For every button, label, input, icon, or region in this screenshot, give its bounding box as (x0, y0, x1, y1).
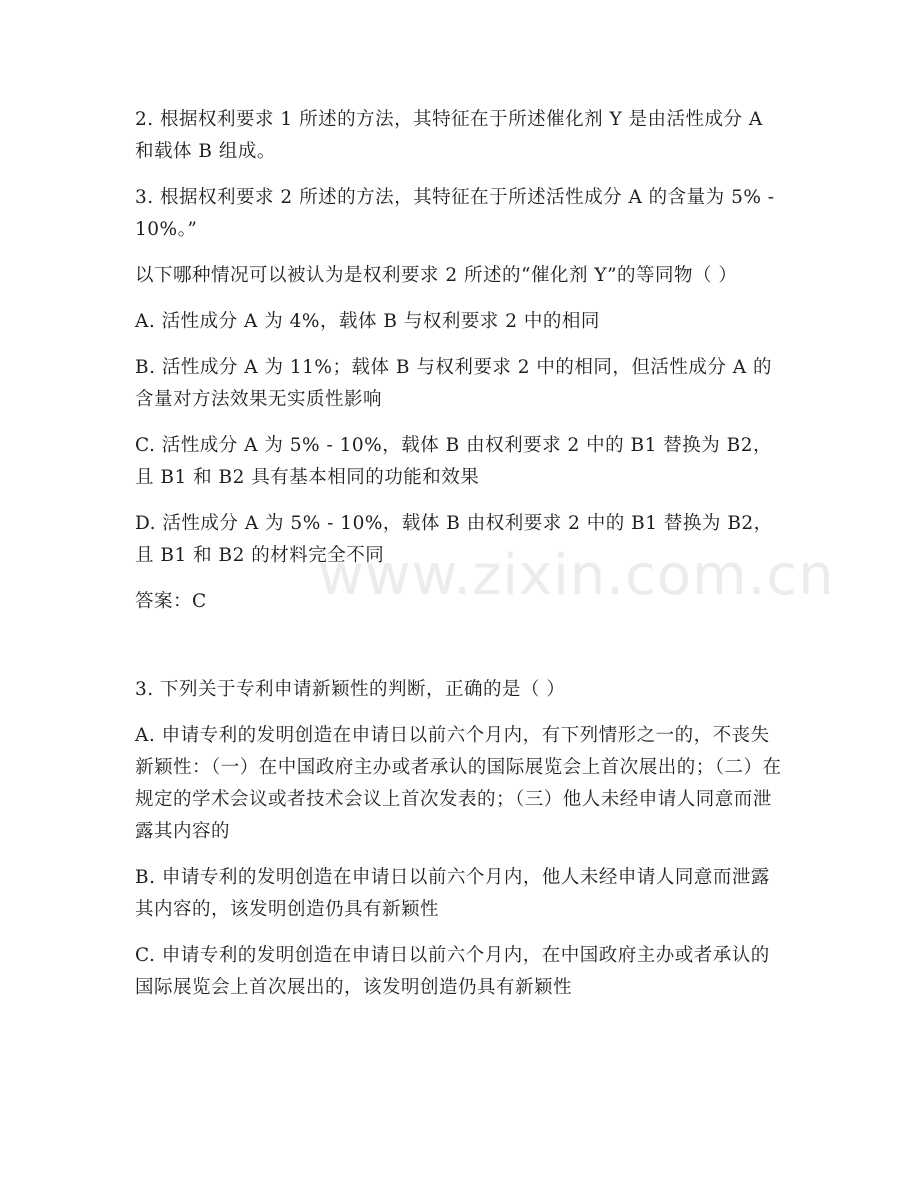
question-3-option-c: C. 申请专利的发明创造在申请日以前六个月内，在中国政府主办或者承认的国际展览会上首次展出的，该发明创造仍具有新颖性 (135, 945, 770, 998)
question-3-option-a: A. 申请专利的发明创造在申请日以前六个月内，有下列情形之一的，不丧失新颖性：（一）在中国政府主办或者承认的国际展览会上首次展出的；（二）在规定的学术会议或者技术会议上首次发表的；（三）他人未经申请人同意而泄露其内容的 (135, 725, 782, 842)
watermark: www.zixin.com.cn (318, 543, 835, 608)
question-3-option-b: B. 申请专利的发明创造在申请日以前六个月内，他人未经申请人同意而泄露其内容的，该发明创造仍具有新颖性 (135, 867, 770, 920)
option-c: C. 活性成分 A 为 5% - 10%，载体 B 由权利要求 2 中的 B1 替换为 B2，且 B1 和 B2 具有基本相同的功能和效果 (135, 435, 773, 488)
option-d: D. 活性成分 A 为 5% - 10%，载体 B 由权利要求 2 中的 B1 替换为 B2，且 B1 和 B2 的材料完全不同 (135, 513, 773, 566)
document-body (135, 104, 785, 1018)
answer-text: 答案：C (135, 591, 207, 612)
option-b: B. 活性成分 A 为 11%；载体 B 与权利要求 2 中的相同，但活性成分 A 的含量对方法效果无实质性影响 (135, 357, 772, 410)
claim-2-text: 2. 根据权利要求 1 所述的方法，其特征在于所述催化剂 Y 是由活性成分 A 和载体 B 组成。 (135, 109, 763, 162)
question-stem: 以下哪种情况可以被认为是权利要求 2 所述的“催化剂 Y”的等同物（ ） (135, 265, 738, 286)
option-a: A. 活性成分 A 为 4%，载体 B 与权利要求 2 中的相同 (135, 311, 600, 332)
section-gap (135, 632, 785, 674)
question-3-stem: 3. 下列关于专利申请新颖性的判断，正确的是（ ） (135, 679, 566, 700)
claim-3-text: 3. 根据权利要求 2 所述的方法，其特征在于所述活性成分 A 的含量为 5% - 10%。” (135, 187, 775, 240)
